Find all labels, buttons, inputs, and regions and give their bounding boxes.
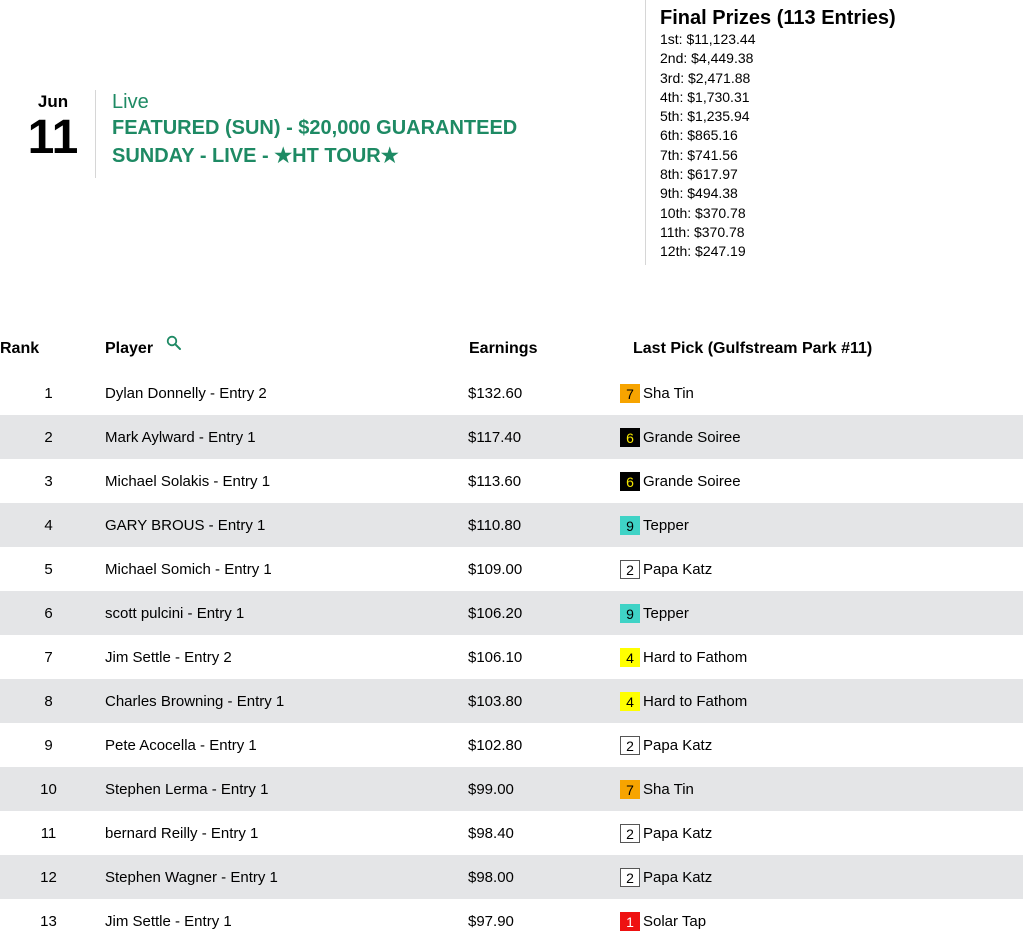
player-name-link[interactable]: Charles Browning - Entry 1 — [105, 692, 285, 710]
horse-name: Grande Soiree — [643, 428, 741, 446]
horse-name: Sha Tin — [643, 780, 694, 798]
header-divider — [95, 90, 96, 178]
player-name-link[interactable]: bernard Reilly - Entry 1 — [105, 824, 259, 842]
last-pick-cell — [603, 811, 1023, 855]
program-number-badge: 6 — [620, 428, 640, 447]
prize-item: 8th: $617.97 — [660, 166, 738, 183]
player-column-header[interactable] — [105, 327, 452, 371]
search-icon[interactable] — [166, 335, 182, 356]
rank-cell: 4 — [44, 516, 53, 534]
earnings-cell: $97.90 — [468, 912, 514, 930]
leaderboard-header-row — [0, 327, 1023, 371]
earnings-cell: $113.60 — [468, 472, 522, 490]
program-number-badge: 2 — [620, 736, 640, 755]
rank-cell: 12 — [40, 868, 57, 886]
horse-name: Hard to Fathom — [643, 692, 748, 710]
table-row[interactable] — [0, 503, 1023, 547]
horse-name: Papa Katz — [643, 824, 713, 842]
earnings-cell: $117.40 — [468, 428, 522, 446]
earnings-cell: $109.00 — [468, 560, 523, 578]
player-name-link[interactable]: Michael Somich - Entry 1 — [105, 560, 272, 578]
rank-cell: 2 — [44, 428, 53, 446]
earnings-cell: $102.80 — [468, 736, 523, 754]
player-name-link[interactable]: Jim Settle - Entry 2 — [105, 648, 232, 666]
last-pick-cell — [603, 503, 1023, 547]
earnings-cell: $110.80 — [468, 516, 522, 534]
rank-cell: 3 — [44, 472, 53, 490]
last-pick-cell — [603, 723, 1023, 767]
last-pick-cell — [603, 547, 1023, 591]
last-pick-cell — [603, 459, 1023, 503]
last-pick-cell — [603, 635, 1023, 679]
event-month: Jun — [37, 92, 69, 111]
last-pick-cell — [603, 855, 1023, 899]
prize-item: 5th: $1,235.94 — [660, 108, 750, 125]
event-title-line-2[interactable]: SUNDAY - LIVE - ★HT TOUR★ — [112, 145, 399, 167]
player-name-link[interactable]: Stephen Wagner - Entry 1 — [105, 868, 278, 886]
earnings-cell: $98.00 — [468, 868, 514, 886]
program-number-badge: 2 — [620, 868, 640, 887]
rank-cell: 7 — [44, 648, 53, 666]
prize-item: 10th: $370.78 — [660, 204, 746, 221]
prize-list — [660, 30, 896, 262]
table-row[interactable] — [0, 635, 1023, 679]
horse-name: Papa Katz — [643, 868, 713, 886]
rank-cell: 13 — [40, 912, 57, 930]
leaderboard-table — [0, 327, 1023, 943]
rank-cell: 8 — [44, 692, 53, 710]
event-date — [22, 92, 84, 162]
horse-name: Hard to Fathom — [643, 648, 748, 666]
last-pick-cell — [603, 679, 1023, 723]
player-name-link[interactable]: Stephen Lerma - Entry 1 — [105, 780, 269, 798]
rank-cell: 6 — [44, 604, 53, 622]
horse-name: Papa Katz — [643, 560, 713, 578]
program-number-badge: 9 — [620, 516, 640, 535]
final-prizes-panel — [660, 6, 896, 262]
table-row[interactable] — [0, 899, 1023, 943]
player-name-link[interactable]: Pete Acocella - Entry 1 — [105, 736, 257, 754]
earnings-cell: $99.00 — [468, 780, 514, 798]
player-name-link[interactable]: Dylan Donnelly - Entry 2 — [105, 384, 267, 402]
prize-item: 11th: $370.78 — [660, 223, 745, 240]
prize-item: 9th: $494.38 — [660, 185, 738, 202]
player-name-link[interactable]: Mark Aylward - Entry 1 — [105, 428, 256, 446]
rank-cell: 10 — [40, 780, 57, 798]
prize-item: 6th: $865.16 — [660, 127, 738, 144]
event-title-line-1[interactable]: FEATURED (SUN) - $20,000 GUARANTEED — [112, 117, 518, 139]
prize-item: 3rd: $2,471.88 — [660, 69, 751, 86]
rank-cell: 1 — [44, 384, 53, 402]
rank-column-header[interactable]: Rank — [0, 340, 40, 357]
table-row[interactable] — [0, 767, 1023, 811]
horse-name: Solar Tap — [643, 912, 707, 930]
prize-item: 2nd: $4,449.38 — [660, 50, 754, 67]
table-row[interactable] — [0, 679, 1023, 723]
earnings-cell: $98.40 — [468, 824, 514, 842]
earnings-cell: $103.80 — [468, 692, 523, 710]
prize-item: 4th: $1,730.31 — [660, 88, 750, 105]
leaderboard-body — [0, 371, 1023, 943]
table-row[interactable] — [0, 811, 1023, 855]
earnings-column-header[interactable]: Earnings — [469, 340, 538, 357]
rank-cell: 11 — [40, 824, 57, 842]
horse-name: Grande Soiree — [643, 472, 741, 490]
prize-item: 7th: $741.56 — [660, 146, 738, 163]
prize-item: 12th: $247.19 — [660, 243, 746, 260]
event-info — [112, 90, 517, 170]
player-name-link[interactable]: scott pulcini - Entry 1 — [105, 604, 245, 622]
rank-cell: 5 — [44, 560, 53, 578]
event-day: 11 — [27, 111, 79, 164]
program-number-badge: 2 — [620, 560, 640, 579]
final-prizes-title: Final Prizes (113 Entries) — [660, 7, 896, 29]
program-number-badge: 9 — [620, 604, 640, 623]
program-number-badge: 6 — [620, 472, 640, 491]
player-name-link[interactable]: Jim Settle - Entry 1 — [105, 912, 232, 930]
table-row[interactable] — [0, 591, 1023, 635]
last-pick-cell — [603, 767, 1023, 811]
program-number-badge: 2 — [620, 824, 640, 843]
last-pick-cell — [603, 371, 1023, 415]
last-pick-column-header[interactable]: Last Pick (Gulfstream Park #11) — [633, 340, 873, 357]
program-number-badge: 7 — [620, 384, 640, 403]
earnings-cell: $106.20 — [468, 604, 523, 622]
table-row[interactable] — [0, 855, 1023, 899]
prize-item: 1st: $11,123.44 — [660, 31, 756, 47]
program-number-badge: 7 — [620, 780, 640, 799]
table-row[interactable] — [0, 371, 1023, 415]
earnings-cell: $106.10 — [468, 648, 523, 666]
last-pick-cell — [603, 415, 1023, 459]
player-name-link[interactable]: Michael Solakis - Entry 1 — [105, 472, 271, 490]
program-number-badge: 4 — [620, 692, 640, 711]
horse-name: Tepper — [643, 516, 689, 534]
prizes-divider — [645, 0, 646, 265]
program-number-badge: 1 — [620, 912, 640, 931]
table-row[interactable] — [0, 415, 1023, 459]
last-pick-cell — [603, 591, 1023, 635]
last-pick-cell — [603, 899, 1023, 943]
program-number-badge: 4 — [620, 648, 640, 667]
table-row[interactable] — [0, 547, 1023, 591]
player-header-label: Player — [105, 340, 154, 357]
horse-name: Sha Tin — [643, 384, 694, 402]
player-name-link[interactable]: GARY BROUS - Entry 1 — [105, 516, 266, 534]
horse-name: Papa Katz — [643, 736, 713, 754]
horse-name: Tepper — [643, 604, 689, 622]
table-row[interactable] — [0, 459, 1023, 503]
earnings-cell: $132.60 — [468, 384, 523, 402]
table-row[interactable] — [0, 723, 1023, 767]
event-status: Live — [112, 91, 149, 113]
rank-cell: 9 — [44, 736, 53, 754]
